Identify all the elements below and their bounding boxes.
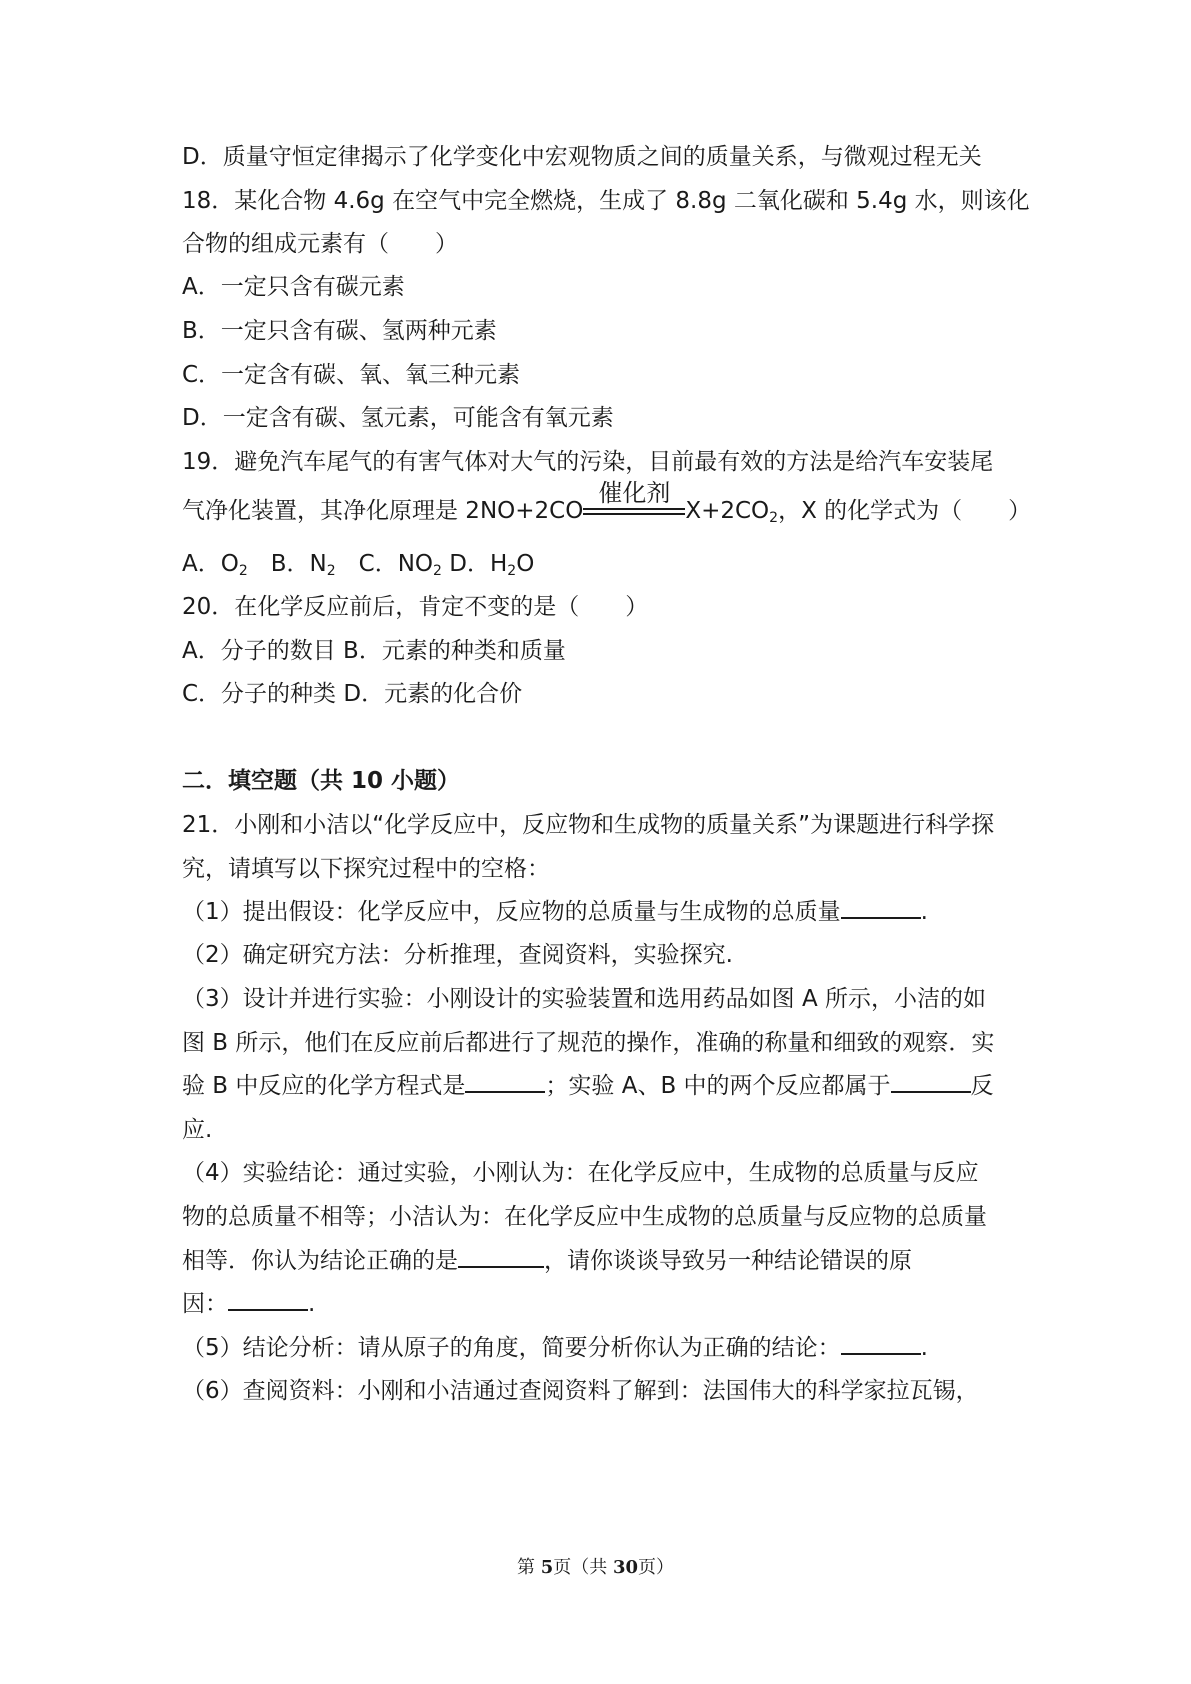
q19-options bbox=[182, 548, 1022, 587]
equals-bar-top bbox=[583, 508, 685, 510]
footer-text: 页） bbox=[638, 1557, 675, 1578]
period: . bbox=[308, 1291, 316, 1317]
footer-text: 页（共 bbox=[553, 1557, 613, 1578]
q19-text-post: X+2CO bbox=[685, 498, 770, 524]
q21-part-4-line4 bbox=[182, 1288, 1022, 1320]
q21-part-5 bbox=[182, 1332, 1022, 1364]
q21-part-5-text: （5）结论分析：请从原子的角度，简要分析你认为正确的结论： bbox=[182, 1335, 841, 1361]
q21-part-3-line4: 应. bbox=[182, 1117, 213, 1143]
answer-blank bbox=[891, 1071, 971, 1093]
q21-part-3-line2: 图 B 所示，他们在反应前后都进行了规范的操作，准确的称量和细致的观察．实 bbox=[182, 1030, 995, 1056]
question-18-line2: 合物的组成元素有（ ） bbox=[182, 231, 458, 257]
answer-blank bbox=[228, 1289, 308, 1311]
answer-blank bbox=[465, 1071, 545, 1093]
question-20: 20．在化学反应前后，肯定不变的是（ ） bbox=[182, 594, 649, 620]
q18-option-a: A．一定只含有碳元素 bbox=[182, 274, 405, 300]
option-d-q17: D．质量守恒定律揭示了化学变化中宏观物质之间的质量关系，与微观过程无关 bbox=[182, 144, 982, 170]
q21-part-4-line2: 物的总质量不相等；小洁认为：在化学反应中生成物的总质量与反应物的总质量 bbox=[182, 1204, 987, 1230]
q18-option-c: C．一定含有碳、氧、氧三种元素 bbox=[182, 362, 521, 388]
q21-part-4-text-a: 相等．你认为结论正确的是 bbox=[182, 1248, 458, 1274]
question-19-line1: 19．避免汽车尾气的有害气体对大气的污染，目前最有效的方法是给汽车安装尾 bbox=[182, 449, 994, 475]
q21-part-4-text-c: 因： bbox=[182, 1291, 228, 1317]
q21-part-1 bbox=[182, 896, 1022, 928]
answer-blank bbox=[841, 897, 921, 919]
q20-options-ab: A．分子的数目 B．元素的种类和质量 bbox=[182, 638, 566, 664]
q19-text-pre: 气净化装置，其净化原理是 2NO+2CO bbox=[182, 498, 584, 524]
question-18-line1: 18．某化合物 4.6g 在空气中完全燃烧，生成了 8.8g 二氧化碳和 5.4g 水，则该化 bbox=[182, 188, 1030, 214]
q21-part-6: （6）查阅资料：小刚和小洁通过查阅资料了解到：法国伟大的科学家拉瓦锡， bbox=[182, 1378, 979, 1404]
catalyst-label: 催化剂 bbox=[598, 479, 671, 507]
q19-option-c: C．NO bbox=[335, 551, 434, 577]
q19-option-a-sub: 2 bbox=[238, 563, 248, 579]
period: . bbox=[920, 1335, 928, 1361]
q19-option-b-sub: 2 bbox=[326, 563, 336, 579]
q21-part-3-line3 bbox=[182, 1070, 1022, 1102]
q21-part-3-text-a: 验 B 中反应的化学方程式是 bbox=[182, 1073, 466, 1099]
q19-text-end: ，X 的化学式为（ ） bbox=[778, 498, 1032, 524]
q21-part-4-text-b: ，请你谈谈导致另一种结论错误的原 bbox=[544, 1248, 912, 1274]
q19-option-a: A．O bbox=[182, 551, 239, 577]
q19-option-d-end: O bbox=[516, 551, 535, 577]
answer-blank bbox=[841, 1333, 921, 1355]
catalyst-reaction-arrow bbox=[583, 479, 685, 527]
q19-subscript: 2 bbox=[769, 510, 779, 526]
q21-part-4-line1: （4）实验结论：通过实验，小刚认为：在化学反应中，生成物的总质量与反应 bbox=[182, 1160, 979, 1186]
q21-part-2: （2）确定研究方法：分析推理，查阅资料，实验探究. bbox=[182, 942, 733, 968]
question-21-line1: 21．小刚和小洁以“化学反应中，反应物和生成物的质量关系”为课题进行科学探 bbox=[182, 812, 995, 838]
footer-text: 第 bbox=[516, 1557, 541, 1578]
page-footer bbox=[0, 1553, 1191, 1579]
answer-blank bbox=[458, 1246, 544, 1268]
q21-part-3-line1: （3）设计并进行实验：小刚设计的实验装置和选用药品如图 A 所示，小洁的如 bbox=[182, 986, 986, 1012]
q18-option-b: B．一定只含有碳、氢两种元素 bbox=[182, 318, 497, 344]
q18-option-d: D．一定含有碳、氢元素，可能含有氧元素 bbox=[182, 405, 614, 431]
q19-option-d: D．H bbox=[441, 551, 508, 577]
total-pages: 30 bbox=[612, 1557, 639, 1578]
q19-option-c-sub: 2 bbox=[433, 563, 442, 579]
q21-part-3-text-c: 反 bbox=[970, 1073, 994, 1099]
equals-bar-bottom bbox=[583, 513, 685, 515]
question-21-line2: 究，请填写以下探究过程中的空格： bbox=[182, 856, 550, 882]
q21-part-3-text-b: ；实验 A、B 中的两个反应都属于 bbox=[545, 1073, 891, 1099]
page-number: 5 bbox=[540, 1557, 554, 1578]
q19-option-b: B．N bbox=[247, 551, 327, 577]
q21-part-4-line3 bbox=[182, 1245, 1022, 1277]
period: . bbox=[920, 899, 928, 925]
q20-options-cd: C．分子的种类 D．元素的化合价 bbox=[182, 681, 523, 707]
section-heading-fill-in: 二．填空题（共 10 小题） bbox=[182, 768, 461, 794]
question-19-line2 bbox=[182, 479, 1032, 534]
q19-option-d-sub: 2 bbox=[507, 563, 517, 579]
q21-part-1-text: （1）提出假设：化学反应中，反应物的总质量与生成物的总质量 bbox=[182, 899, 841, 925]
